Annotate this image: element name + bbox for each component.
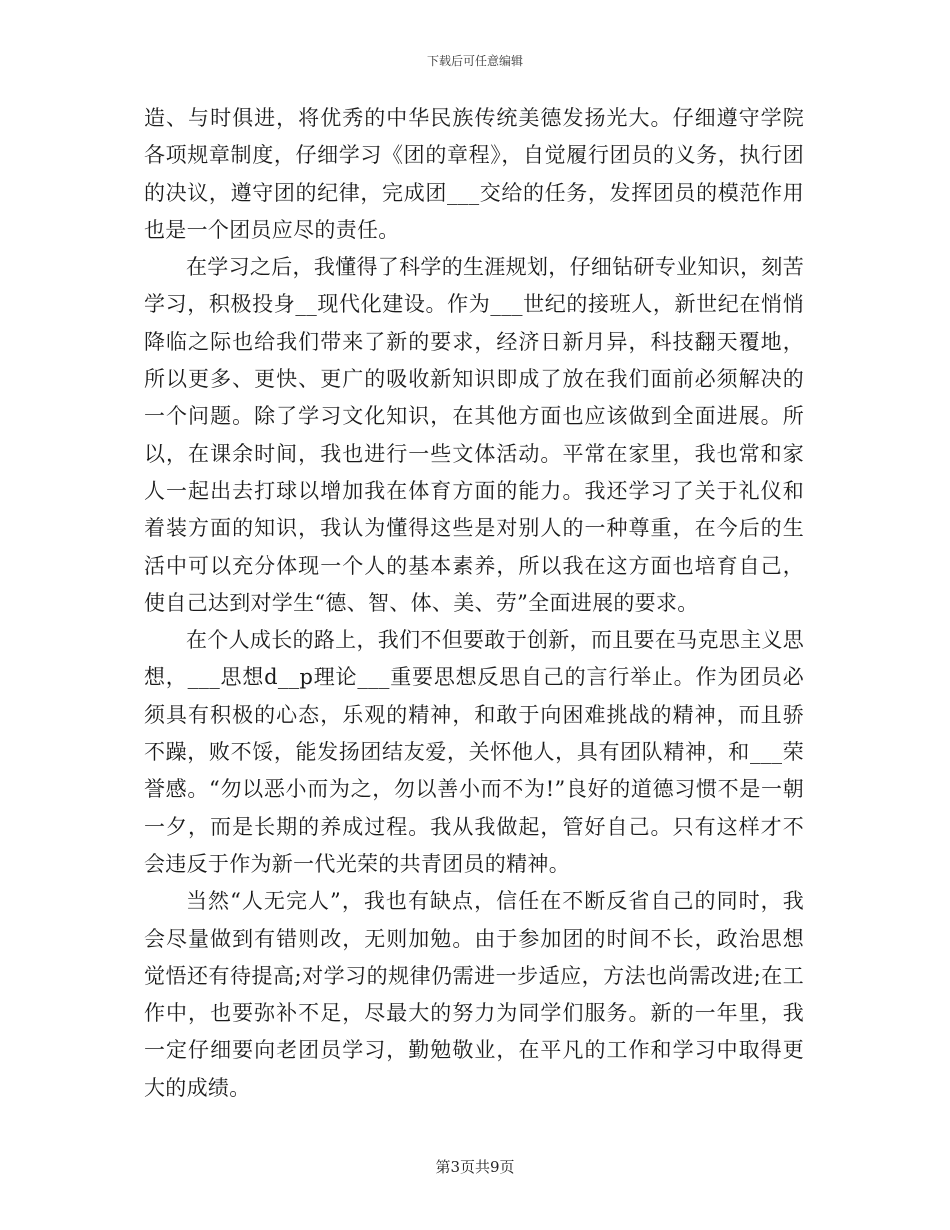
paragraph-continued: 造、与时俱进，将优秀的中华民族传统美德发扬光大。仔细遵守学院各项规章制度，仔细学习《团的章程》，自觉履行团员的义务，执行团的决议，遵守团的纪律，完成团___交给的任务，发挥团员的模范作用也是一个团员应尽的责任。 bbox=[144, 106, 804, 242]
paragraph-growth: 在个人成长的路上，我们不但要敢于创新，而且要在马克思主义思想，___思想d__p理论___重要思想反思自己的言行举止。作为团员必须具有积极的心态，乐观的精神，和敢于向困难挑战的精神，而且骄不躁，败不馁，能发扬团结友爱，关怀他人，具有团队精神，和___荣誉感。“勿以恶小而为之，勿以善小而不为!”良好的道德习惯不是一朝一夕，而是长期的养成过程。我从我做起，管好自己。只有这样才不会违反于作为新一代光荣的共青团员的精神。 bbox=[144, 628, 804, 876]
page-header: 下载后可任意编辑 bbox=[426, 54, 523, 68]
page-number: 第3页共9页 bbox=[435, 1158, 515, 1176]
paragraph-study: 在学习之后，我懂得了科学的生涯规划，仔细钻研专业知识，刻苦学习，积极投身__现代化建设。作为___世纪的接班人，新世纪在悄悄降临之际也给我们带来了新的要求，经济日新月异，科技翻天覆地，所以更多、更快、更广的吸收新知识即成了放在我们面前必须解决的一个问题。除了学习文化知识，在其他方面也应该做到全面进展。所以，在课余时间，我也进行一些文体活动。平常在家里，我也常和家人一起出去打球以增加我在体育方面的能力。我还学习了关于礼仪和着装方面的知识，我认为懂得这些是对别人的一种尊重，在今后的生活中可以充分体现一个人的基本素养，所以我在这方面也培育自己，使自己达到对学生“德、智、体、美、劳”全面进展的要求。 bbox=[144, 255, 804, 615]
paragraph-shortcomings: 当然“人无完人”，我也有缺点，信任在不断反省自己的同时，我会尽量做到有错则改，无则加勉。由于参加团的时间不长，政治思想觉悟还有待提高;对学习的规律仍需进一步适应，方法也尚需改进;在工作中，也要弥补不足，尽最大的努力为同学们服务。新的一年里，我一定仔细要向老团员学习，勤勉敬业，在平凡的工作和学习中取得更大的成绩。 bbox=[144, 889, 804, 1100]
document-body bbox=[144, 100, 804, 1107]
